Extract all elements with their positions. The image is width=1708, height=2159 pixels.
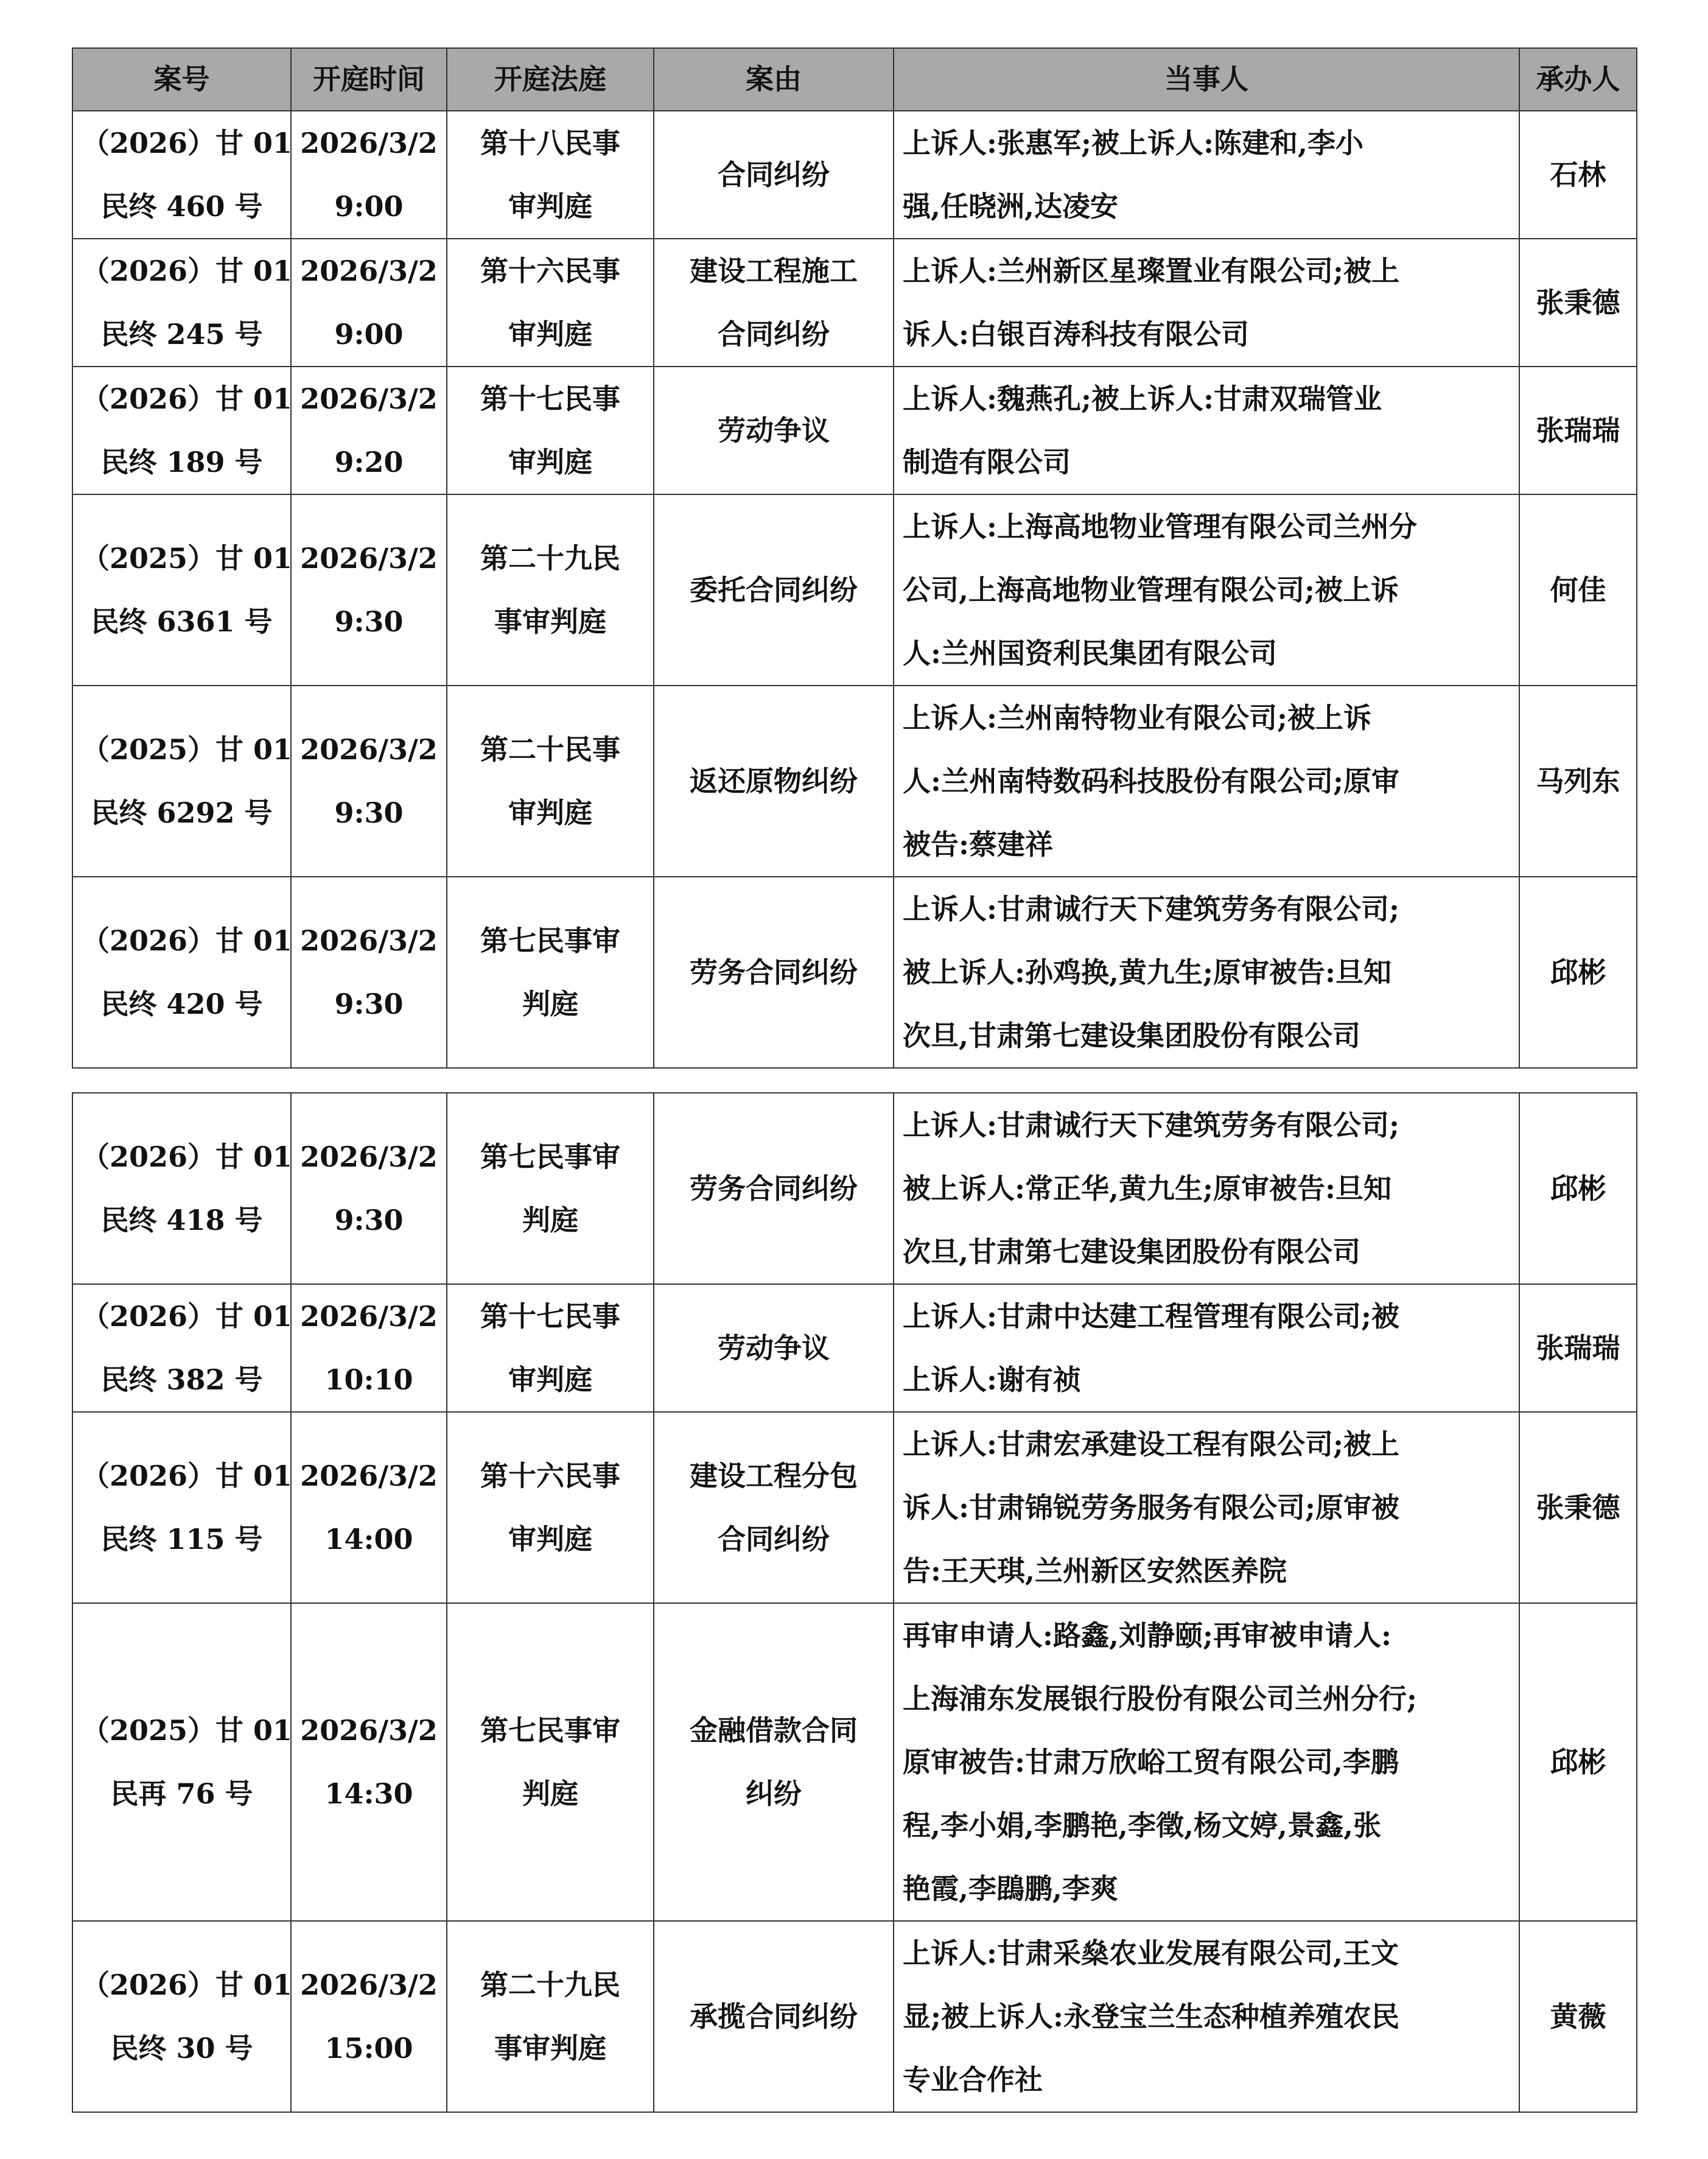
parties-cell-line: 诉人:白银百涛科技有限公司 bbox=[903, 318, 1249, 351]
parties-cell-line: 上诉人:上海高地物业管理有限公司兰州分 bbox=[903, 510, 1417, 543]
hearing-time-cell-line: 2026/3/2 bbox=[300, 382, 438, 415]
courtroom-cell-line: 第二十九民 bbox=[480, 542, 620, 575]
parties-cell-line: 上诉人:兰州南特物业有限公司;被上诉 bbox=[903, 701, 1371, 734]
cause-cell-line: 劳动争议 bbox=[718, 1332, 830, 1364]
hearing-time-cell bbox=[291, 1093, 447, 1284]
courtroom-cell-line: 审判庭 bbox=[508, 190, 592, 223]
case-number-cell bbox=[72, 1093, 291, 1284]
case-number-cell-line: 民终 420 号 bbox=[100, 988, 263, 1020]
table-row bbox=[72, 494, 1637, 686]
hearing-time-cell bbox=[291, 1921, 447, 2112]
table-row bbox=[72, 367, 1637, 494]
case-number-cell-line: （2025）甘 01 bbox=[82, 542, 293, 575]
parties-cell-line: 上诉人:魏燕孔;被上诉人:甘肃双瑞管业 bbox=[903, 382, 1382, 415]
cause-cell-line: 承揽合同纠纷 bbox=[690, 2000, 858, 2033]
table-row bbox=[72, 1921, 1637, 2112]
judge-cell: 邱彬 bbox=[1519, 1603, 1637, 1921]
cause-cell bbox=[654, 367, 894, 494]
hearing-time-cell-line: 14:30 bbox=[324, 1777, 413, 1810]
case-number-cell-line: （2025）甘 01 bbox=[82, 733, 293, 766]
parties-cell bbox=[894, 1603, 1519, 1921]
courtroom-cell-line: 第十六民事 bbox=[480, 255, 620, 287]
cause-cell-line: 纠纷 bbox=[746, 1777, 802, 1810]
case-number-cell bbox=[72, 1412, 291, 1603]
hearing-time-cell bbox=[291, 239, 447, 367]
courtroom-cell-line: 第七民事审 bbox=[480, 1140, 620, 1173]
hearing-time-cell-line: 2026/3/2 bbox=[300, 733, 438, 766]
cause-cell-line: 建设工程分包 bbox=[690, 1459, 858, 1492]
hearing-time-cell-line: 9:00 bbox=[334, 190, 404, 223]
hearing-time-cell-line: 9:20 bbox=[334, 446, 404, 479]
cause-cell bbox=[654, 686, 894, 877]
hearing-time-cell-line: 2026/3/2 bbox=[300, 255, 438, 287]
courtroom-cell-line: 审判庭 bbox=[508, 318, 592, 351]
case-number-cell-line: 民终 245 号 bbox=[100, 318, 263, 351]
case-number-cell bbox=[72, 494, 291, 686]
judge-cell: 张秉德 bbox=[1519, 239, 1637, 367]
hearing-time-cell-line: 10:10 bbox=[324, 1363, 413, 1396]
cause-cell-line: 建设工程施工 bbox=[690, 255, 858, 287]
parties-cell-line: 次旦,甘肃第七建设集团股份有限公司 bbox=[903, 1019, 1361, 1052]
courtroom-cell bbox=[447, 1093, 654, 1284]
judge-cell: 张瑞瑞 bbox=[1519, 1284, 1637, 1412]
header-row bbox=[72, 48, 1637, 111]
parties-cell-line: 制造有限公司 bbox=[903, 446, 1071, 479]
parties-cell-line: 上海浦东发展银行股份有限公司兰州分行; bbox=[903, 1682, 1417, 1715]
courtroom-cell bbox=[447, 877, 654, 1068]
parties-cell-line: 上诉人:张惠军;被上诉人:陈建和,李小 bbox=[903, 127, 1363, 160]
courtroom-cell-line: 第二十九民 bbox=[480, 1968, 620, 2001]
case-number-cell bbox=[72, 1284, 291, 1412]
col-header-court: 开庭法庭 bbox=[447, 48, 654, 111]
cause-cell bbox=[654, 1603, 894, 1921]
hearing-time-cell bbox=[291, 367, 447, 494]
parties-cell bbox=[894, 877, 1519, 1068]
table-row bbox=[72, 239, 1637, 367]
cause-cell bbox=[654, 877, 894, 1068]
courtroom-cell-line: 第十七民事 bbox=[480, 382, 620, 415]
hearing-time-cell bbox=[291, 1603, 447, 1921]
courtroom-cell bbox=[447, 367, 654, 494]
col-header-case-no: 案号 bbox=[72, 48, 291, 111]
hearing-time-cell-line: 9:30 bbox=[334, 796, 404, 829]
hearing-time-cell-line: 2026/3/2 bbox=[300, 127, 438, 160]
case-number-cell-line: （2026）甘 01 bbox=[82, 255, 293, 287]
table-row bbox=[72, 686, 1637, 877]
cause-cell-line: 合同纠纷 bbox=[718, 158, 830, 191]
courtroom-cell-line: 审判庭 bbox=[508, 1363, 592, 1396]
hearing-time-cell-line: 2026/3/2 bbox=[300, 1968, 438, 2001]
hearing-time-cell-line: 2026/3/2 bbox=[300, 1459, 438, 1492]
case-number-cell-line: （2026）甘 01 bbox=[82, 127, 293, 160]
case-number-cell-line: （2026）甘 01 bbox=[82, 1140, 293, 1173]
judge-cell: 何佳 bbox=[1519, 494, 1637, 686]
cause-cell-line: 返还原物纠纷 bbox=[690, 765, 858, 798]
hearing-time-cell-line: 9:30 bbox=[334, 1204, 404, 1237]
case-number-cell-line: （2026）甘 01 bbox=[82, 382, 293, 415]
parties-cell bbox=[894, 1921, 1519, 2112]
parties-cell-line: 再审申请人:路鑫,刘静颐;再审被申请人: bbox=[903, 1619, 1391, 1652]
courtroom-cell-line: 第七民事审 bbox=[480, 924, 620, 957]
courtroom-cell bbox=[447, 1921, 654, 2112]
table-row bbox=[72, 1603, 1637, 1921]
parties-cell-line: 程,李小娟,李鹏艳,李徵,杨文婷,景鑫,张 bbox=[903, 1809, 1382, 1842]
judge-cell: 张秉德 bbox=[1519, 1412, 1637, 1603]
parties-cell bbox=[894, 111, 1519, 239]
parties-cell bbox=[894, 494, 1519, 686]
parties-cell-line: 被上诉人:常正华,黄九生;原审被告:旦知 bbox=[903, 1172, 1391, 1205]
courtroom-cell-line: 判庭 bbox=[522, 1204, 578, 1237]
parties-cell-line: 被上诉人:孙鸡换,黄九生;原审被告:旦知 bbox=[903, 956, 1391, 989]
col-header-time: 开庭时间 bbox=[291, 48, 447, 111]
parties-cell-line: 上诉人:甘肃诚行天下建筑劳务有限公司; bbox=[903, 893, 1399, 925]
hearing-time-cell-line: 9:00 bbox=[334, 318, 404, 351]
case-number-cell bbox=[72, 111, 291, 239]
cause-cell bbox=[654, 111, 894, 239]
parties-cell-line: 诉人:甘肃锦锐劳务服务有限公司;原审被 bbox=[903, 1491, 1399, 1524]
cause-cell-line: 劳动争议 bbox=[718, 414, 830, 447]
parties-cell-line: 次旦,甘肃第七建设集团股份有限公司 bbox=[903, 1235, 1361, 1268]
hearing-time-cell-line: 2026/3/2 bbox=[300, 1714, 438, 1747]
case-number-cell bbox=[72, 877, 291, 1068]
col-header-judge: 承办人 bbox=[1519, 48, 1637, 111]
hearing-time-cell bbox=[291, 111, 447, 239]
courtroom-cell bbox=[447, 686, 654, 877]
case-number-cell-line: 民终 6292 号 bbox=[91, 796, 273, 829]
judge-cell: 邱彬 bbox=[1519, 877, 1637, 1068]
parties-cell-line: 上诉人:甘肃宏承建设工程有限公司;被上 bbox=[903, 1428, 1399, 1461]
courtroom-cell-line: 第十七民事 bbox=[480, 1300, 620, 1333]
courtroom-cell-line: 事审判庭 bbox=[494, 2032, 606, 2065]
case-number-cell-line: （2026）甘 01 bbox=[82, 1459, 293, 1492]
parties-cell bbox=[894, 367, 1519, 494]
schedule-table-1 bbox=[72, 47, 1637, 1069]
table-row bbox=[72, 877, 1637, 1068]
courtroom-cell-line: 审判庭 bbox=[508, 446, 592, 479]
schedule-table-2 bbox=[72, 1092, 1637, 2113]
parties-cell-line: 上诉人:甘肃诚行天下建筑劳务有限公司; bbox=[903, 1109, 1399, 1142]
parties-cell bbox=[894, 1412, 1519, 1603]
case-number-cell bbox=[72, 1921, 291, 2112]
courtroom-cell-line: 审判庭 bbox=[508, 796, 592, 829]
hearing-time-cell bbox=[291, 1412, 447, 1603]
cause-cell bbox=[654, 1284, 894, 1412]
parties-cell bbox=[894, 686, 1519, 877]
parties-cell-line: 上诉人:兰州新区星璨置业有限公司;被上 bbox=[903, 255, 1399, 287]
hearing-time-cell bbox=[291, 686, 447, 877]
parties-cell-line: 上诉人:谢有祯 bbox=[903, 1363, 1081, 1396]
courtroom-cell-line: 判庭 bbox=[522, 1777, 578, 1810]
hearing-time-cell-line: 9:30 bbox=[334, 605, 404, 638]
parties-cell-line: 艳霞,李鵾鹏,李爽 bbox=[903, 1872, 1119, 1905]
hearing-time-cell-line: 2026/3/2 bbox=[300, 1300, 438, 1333]
judge-cell: 石林 bbox=[1519, 111, 1637, 239]
table-row bbox=[72, 1284, 1637, 1412]
case-number-cell bbox=[72, 367, 291, 494]
parties-cell-line: 告:王天琪,兰州新区安然医养院 bbox=[903, 1554, 1287, 1587]
case-number-cell-line: 民终 115 号 bbox=[100, 1523, 263, 1556]
case-number-cell-line: 民终 189 号 bbox=[100, 446, 263, 479]
case-number-cell-line: （2026）甘 01 bbox=[82, 1300, 293, 1333]
hearing-time-cell-line: 2026/3/2 bbox=[300, 542, 438, 575]
case-number-cell-line: （2025）甘 01 bbox=[82, 1714, 293, 1747]
hearing-time-cell bbox=[291, 494, 447, 686]
parties-cell-line: 公司,上海高地物业管理有限公司;被上诉 bbox=[903, 574, 1399, 606]
parties-cell-line: 专业合作社 bbox=[903, 2063, 1043, 2096]
hearing-time-cell bbox=[291, 1284, 447, 1412]
col-header-parties: 当事人 bbox=[894, 48, 1519, 111]
parties-cell bbox=[894, 1093, 1519, 1284]
cause-cell bbox=[654, 1412, 894, 1603]
courtroom-cell-line: 第二十民事 bbox=[480, 733, 620, 766]
hearing-time-cell bbox=[291, 877, 447, 1068]
cause-cell-line: 金融借款合同 bbox=[690, 1714, 858, 1747]
courtroom-cell bbox=[447, 494, 654, 686]
cause-cell-line: 劳务合同纠纷 bbox=[690, 956, 858, 989]
table-row bbox=[72, 1093, 1637, 1284]
courtroom-cell bbox=[447, 111, 654, 239]
col-header-cause: 案由 bbox=[654, 48, 894, 111]
cause-cell bbox=[654, 1093, 894, 1284]
case-number-cell bbox=[72, 1603, 291, 1921]
parties-cell-line: 人:兰州南特数码科技股份有限公司;原审 bbox=[903, 765, 1399, 798]
table-row bbox=[72, 1412, 1637, 1603]
courtroom-cell-line: 第十六民事 bbox=[480, 1459, 620, 1492]
judge-cell: 黄薇 bbox=[1519, 1921, 1637, 2112]
courtroom-cell bbox=[447, 1284, 654, 1412]
case-number-cell-line: 民终 30 号 bbox=[110, 2032, 253, 2065]
judge-cell: 马列东 bbox=[1519, 686, 1637, 877]
parties-cell-line: 强,任晓洲,达凌安 bbox=[903, 190, 1119, 223]
courtroom-cell bbox=[447, 239, 654, 367]
table-row bbox=[72, 111, 1637, 239]
cause-cell bbox=[654, 239, 894, 367]
cause-cell-line: 合同纠纷 bbox=[718, 318, 830, 351]
cause-cell-line: 委托合同纠纷 bbox=[690, 574, 858, 606]
case-number-cell-line: 民终 418 号 bbox=[100, 1204, 263, 1237]
parties-cell bbox=[894, 239, 1519, 367]
case-number-cell bbox=[72, 686, 291, 877]
courtroom-cell-line: 第七民事审 bbox=[480, 1714, 620, 1747]
hearing-time-cell-line: 2026/3/2 bbox=[300, 1140, 438, 1173]
case-number-cell-line: 民终 6361 号 bbox=[91, 605, 273, 638]
hearing-time-cell-line: 14:00 bbox=[324, 1523, 413, 1556]
parties-cell-line: 显;被上诉人:永登宝兰生态种植养殖农民 bbox=[903, 2000, 1399, 2033]
case-number-cell-line: 民终 382 号 bbox=[100, 1363, 263, 1396]
courtroom-cell bbox=[447, 1603, 654, 1921]
case-number-cell bbox=[72, 239, 291, 367]
parties-cell-line: 原审被告:甘肃万欣峪工贸有限公司,李鹏 bbox=[903, 1746, 1399, 1778]
hearing-time-cell-line: 15:00 bbox=[324, 2032, 413, 2065]
courtroom-cell bbox=[447, 1412, 654, 1603]
judge-cell: 张瑞瑞 bbox=[1519, 367, 1637, 494]
case-number-cell-line: 民终 460 号 bbox=[100, 190, 263, 223]
judge-cell: 邱彬 bbox=[1519, 1093, 1637, 1284]
cause-cell bbox=[654, 494, 894, 686]
courtroom-cell-line: 第十八民事 bbox=[480, 127, 620, 160]
cause-cell-line: 劳务合同纠纷 bbox=[690, 1172, 858, 1205]
cause-cell-line: 合同纠纷 bbox=[718, 1523, 830, 1556]
case-number-cell-line: （2026）甘 01 bbox=[82, 924, 293, 957]
courtroom-cell-line: 审判庭 bbox=[508, 1523, 592, 1556]
parties-cell bbox=[894, 1284, 1519, 1412]
cause-cell bbox=[654, 1921, 894, 2112]
parties-cell-line: 上诉人:甘肃采燊农业发展有限公司,王文 bbox=[903, 1937, 1399, 1970]
hearing-time-cell-line: 2026/3/2 bbox=[300, 924, 438, 957]
parties-cell-line: 人:兰州国资利民集团有限公司 bbox=[903, 637, 1277, 670]
case-number-cell-line: （2026）甘 01 bbox=[82, 1968, 293, 2001]
case-number-cell-line: 民再 76 号 bbox=[110, 1777, 253, 1810]
courtroom-cell-line: 判庭 bbox=[522, 988, 578, 1020]
courtroom-cell-line: 事审判庭 bbox=[494, 605, 606, 638]
parties-cell-line: 被告:蔡建祥 bbox=[903, 828, 1053, 861]
parties-cell-line: 上诉人:甘肃中达建工程管理有限公司;被 bbox=[903, 1300, 1399, 1333]
hearing-time-cell-line: 9:30 bbox=[334, 988, 404, 1020]
